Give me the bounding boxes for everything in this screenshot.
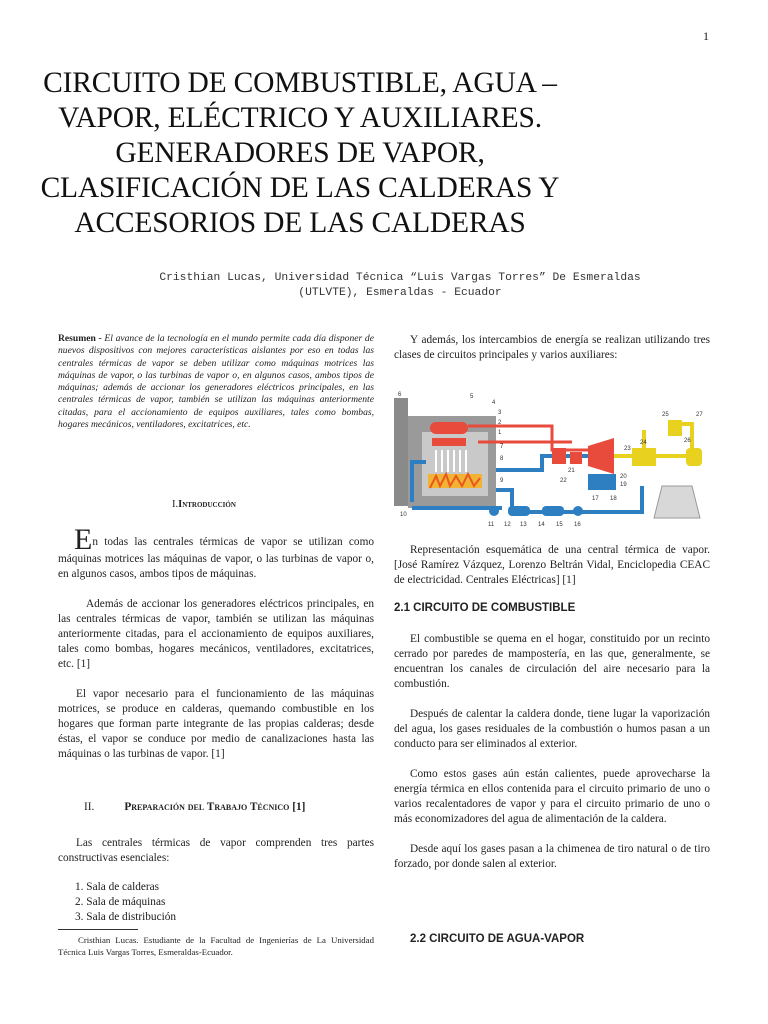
chimney-shape xyxy=(394,398,408,506)
paragraph: Después de calentar la caldera donde, tiene lugar la vaporización del agua, los gases residuales de la combustión o humos pasan a un conducto para ser eliminados al exterior. xyxy=(394,708,710,750)
steam-drum xyxy=(430,422,468,434)
list-item: 1. Sala de calderas xyxy=(75,881,160,893)
abstract-label: Resumen - xyxy=(58,333,102,344)
abstract-text: El avance de la tecnología en el mundo permite cada día disponer de nuevos dispositivos con mejores características aislantes por eso en todas las centrales térmicas de vapor se deben utilizar como máquinas motrices las máquinas de vapor, o las turbinas de vapor o, en algunos casos, ambos tipos de máquinas; además de accionar los generadores eléctricos principales, en las centrales térmicas de vapor, también se utilizan las máquinas anteriormente citadas, para el accionamiento de equipos auxiliares, tales como bombas, hogares mecánicos, ventiladores, excitatrices, etc. xyxy=(58,333,374,431)
valve xyxy=(570,452,582,464)
superheater xyxy=(432,438,466,446)
paragraph: Y además, los intercambios de energía se realizan utilizando tres clases de circuitos principales y varios auxiliares: xyxy=(394,334,710,361)
transformer xyxy=(668,420,682,436)
figure-label: 26 xyxy=(684,438,691,444)
paragraph: Como estos gases aún están calientes, puede aprovecharse la energía térmica en ellos contenida para el circuito primario de uno o varios recalentadores de vapor y para el circuito primario de uno o más economizadores del agua de alimentación de la caldera. xyxy=(394,768,710,825)
figure-label: 12 xyxy=(504,522,511,528)
cooling-tower xyxy=(654,486,700,518)
title-line: CIRCUITO DE COMBUSTIBLE, AGUA – xyxy=(43,67,557,99)
figure-label: 2 xyxy=(498,420,502,426)
figure-label: 7 xyxy=(500,444,504,450)
paper-title xyxy=(20,66,580,241)
parts-list xyxy=(75,880,176,925)
figure-label: 25 xyxy=(662,412,669,418)
figure-label: 19 xyxy=(620,482,627,488)
paragraph-text: n todas las centrales térmicas de vapor se utilizan como máquinas motrices las máquinas de vapor, o las turbinas de vapor o, en algunos casos, ambos tipos de máquinas. xyxy=(58,536,374,580)
section-title: Preparación del Trabajo Técnico [1] xyxy=(124,801,306,813)
figure-label: 21 xyxy=(568,468,575,474)
author-affiliation xyxy=(110,271,690,301)
section-title: Introducción xyxy=(178,499,236,510)
figure-label: 17 xyxy=(592,496,599,502)
title-line: GENERADORES DE VAPOR, xyxy=(115,137,485,169)
page-number: 1 xyxy=(703,29,709,43)
turbine xyxy=(588,438,614,474)
figure-caption: Representación esquemática de una central térmica de vapor. [José Ramírez Vázquez, Lorenzo Beltrán Vidal, Enciclopedia CEAC de electricidad. Centrales Eléctricas] [1] xyxy=(394,544,710,586)
figure-label: 6 xyxy=(398,392,402,398)
figure-label: 20 xyxy=(620,474,627,480)
figure-label: 9 xyxy=(500,478,504,484)
subsection-heading: 2.1 CIRCUITO DE COMBUSTIBLE xyxy=(394,602,576,614)
condenser xyxy=(588,474,616,490)
figure-label: 18 xyxy=(610,496,617,502)
figure-label: 1 xyxy=(498,430,502,436)
title-line: ACCESORIOS DE LAS CALDERAS xyxy=(74,207,526,239)
paragraph xyxy=(58,523,374,582)
figure-label: 13 xyxy=(520,522,527,528)
section1-body xyxy=(58,523,374,762)
title-line: CLASIFICACIÓN DE LAS CALDERAS Y xyxy=(40,172,560,204)
figure-label: 5 xyxy=(470,394,474,400)
figure-label: 4 xyxy=(492,400,496,406)
figure-label: 3 xyxy=(498,410,502,416)
drop-cap: E xyxy=(74,523,93,556)
section-heading-1 xyxy=(172,499,236,510)
figure-label: 14 xyxy=(538,522,545,528)
figure-label: 15 xyxy=(556,522,563,528)
figure-label: 16 xyxy=(574,522,581,528)
section-heading-2 xyxy=(84,801,305,813)
transformer-2 xyxy=(686,448,702,466)
section-number: II. xyxy=(84,801,95,813)
author-line: Cristhian Lucas, Universidad Técnica “Luis Vargas Torres” De Esmeraldas xyxy=(159,272,641,284)
figure-label: 11 xyxy=(488,522,495,528)
figure-label: 10 xyxy=(400,512,407,518)
paragraph: El combustible se quema en el hogar, constituido por un recinto cerrado por paredes de mampostería, en las que, generalmente, se encuentran los canales de circulación del aire necesario para la combustión. xyxy=(394,633,710,690)
figure-label: 23 xyxy=(624,446,631,452)
figure-label: 22 xyxy=(560,478,567,484)
power-plant-diagram xyxy=(392,390,718,530)
subsection-2-1-body xyxy=(394,632,710,872)
paragraph: Además de accionar los generadores eléctricos principales, en las centrales térmicas de vapor, también se utilizan las máquinas anteriormente citadas, para el accionamiento de equipos auxiliares, tales como bombas, hogares mecánicos, ventiladores, excitatrices, etc. [1] xyxy=(58,598,374,670)
list-item: 3. Sala de distribución xyxy=(75,911,177,923)
footnote-rule xyxy=(58,929,138,930)
author-line: (UTLVTE), Esmeraldas - Ecuador xyxy=(298,287,502,299)
paragraph: Las centrales térmicas de vapor comprenden tres partes constructivas esenciales: xyxy=(58,837,374,864)
paragraph: El vapor necesario para el funcionamiento de las máquinas motrices, se produce en calderas, quemando combustible en los hogares que forman parte integrante de las propias calderas; desde éstas, el vapor se conduce por medio de canalizaciones hasta las máquinas o las turbinas de vapor. [1] xyxy=(58,688,374,760)
paragraph: Desde aquí los gases pasan a la chimenea de tiro natural o de tiro forzado, por donde salen al exterior. xyxy=(394,843,710,870)
generator xyxy=(632,448,656,466)
figure-label: 27 xyxy=(696,412,703,418)
title-line: VAPOR, ELÉCTRICO Y AUXILIARES. xyxy=(58,102,542,134)
footnote: Cristhian Lucas. Estudiante de la Facultad de Ingenierías de La Universidad Técnica Luis Vargas Torres, Esmeraldas-Ecuador. xyxy=(58,935,374,957)
reheater xyxy=(552,448,566,464)
subsection-heading: 2.2 CIRCUITO DE AGUA-VAPOR xyxy=(410,933,585,945)
figure-label: 8 xyxy=(500,456,504,462)
list-item: 2. Sala de máquinas xyxy=(75,896,166,908)
section-number: I. xyxy=(172,499,179,510)
figure-label: 24 xyxy=(640,440,647,446)
abstract xyxy=(58,333,374,431)
